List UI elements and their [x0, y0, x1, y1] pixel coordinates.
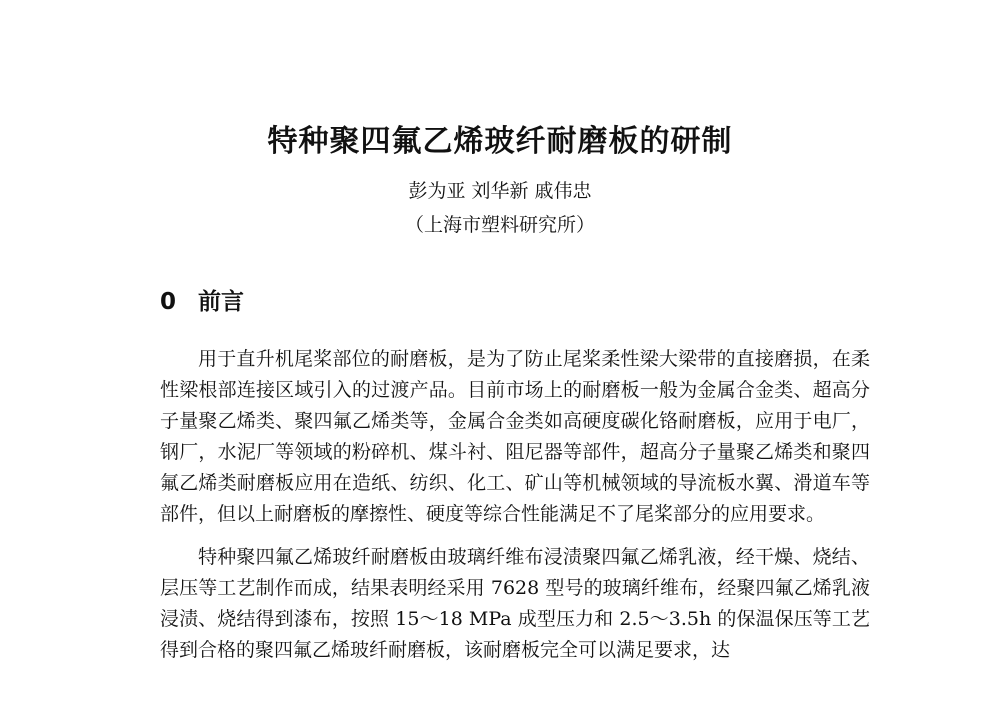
- paper-affiliation: （上海市塑料研究所）: [404, 214, 595, 236]
- section-title: 前言: [198, 289, 244, 315]
- paragraph-1: 用于直升机尾桨部位的耐磨板，是为了防止尾桨柔性梁大梁带的直接磨损，在柔性梁根部连接区域引入的过渡产品。目前市场上的耐磨板一般为金属合金类、超高分子量聚乙烯类、聚四氟乙烯类等，金属合金类如高硬度碳化铬耐磨板，应用于电厂，钢厂，水泥厂等领域的粉碎机、煤斗衬、阻尼器等部件，超高分子量聚乙烯类和聚四氟乙烯类耐磨板应用在造纸、纺织、化工、矿山等机械领域的导流板水翼、滑道车等部件，但以上耐磨板的摩擦性、硬度等综合性能满足不了尾桨部分的应用要求。: [160, 348, 870, 525]
- section-number: 0: [160, 289, 177, 315]
- section-heading: [160, 286, 244, 318]
- paper-authors: 彭为亚 刘华新 戚伟忠: [408, 180, 592, 202]
- section-body: [160, 344, 870, 678]
- paper-title: 特种聚四氟乙烯玻纤耐磨板的研制: [267, 124, 733, 159]
- paragraph-2: 特种聚四氟乙烯玻纤耐磨板由玻璃纤维布浸渍聚四氟乙烯乳液，经干燥、烧结、层压等工艺制作而成，结果表明经采用 7628 型号的玻璃纤维布，经聚四氟乙烯乳液浸渍、烧结得到漆布，按照 15～18 MPa 成型压力和 2.5～3.5h 的保温保压等工艺得到合格的聚四氟乙烯玻纤耐磨板，该耐磨板完全可以满足要求，达: [160, 546, 870, 661]
